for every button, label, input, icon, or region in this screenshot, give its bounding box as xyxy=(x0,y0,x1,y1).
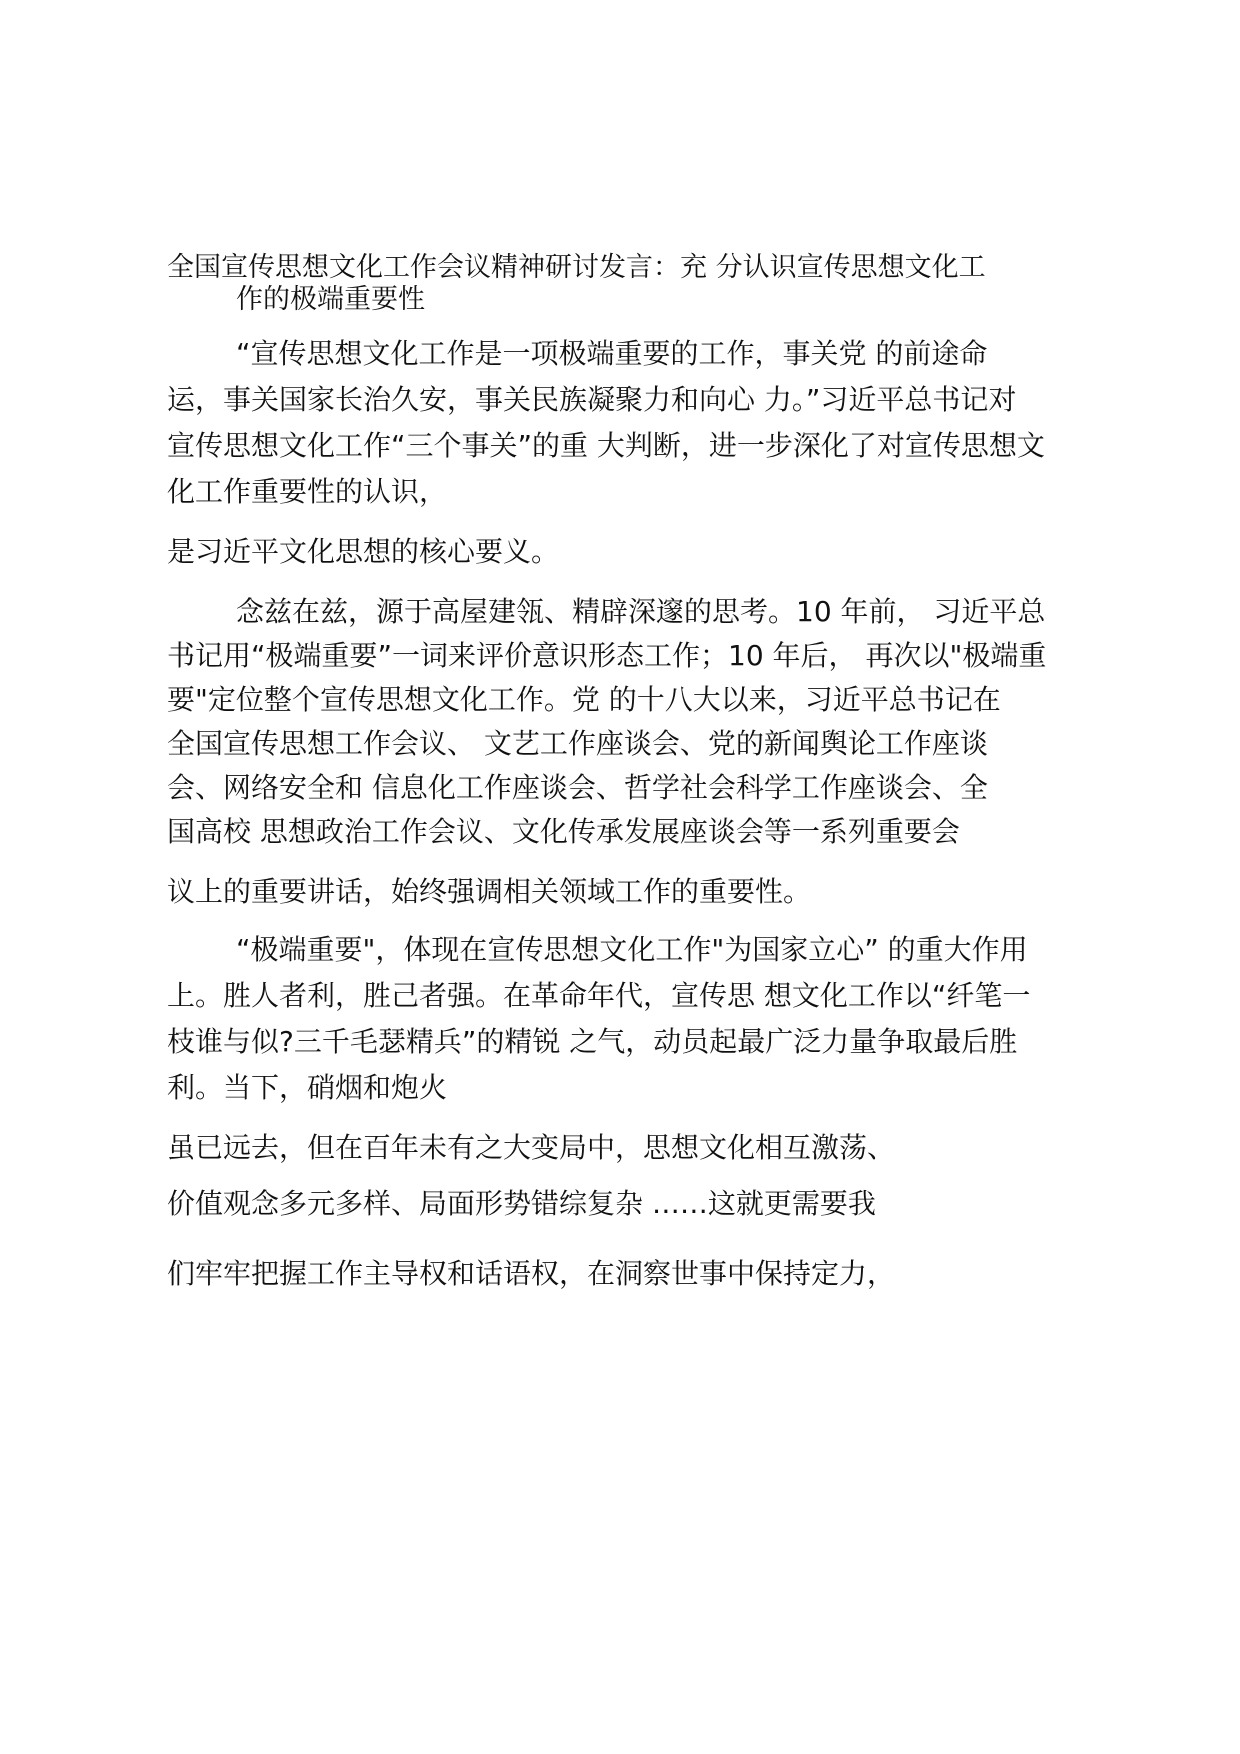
body-line: 全国宣传思想工作会议、 文艺工作座谈会、党的新闻舆论工作座谈 xyxy=(167,727,988,760)
body-line: 会、网络安全和 信息化工作座谈会、哲学社会科学工作座谈会、全 xyxy=(167,771,988,804)
body-line: 上。胜人者利，胜己者强。在革命年代，宣传思 想文化工作以“纤笔一 xyxy=(167,979,1031,1012)
body-line: 枝谁与似?三千毛瑟精兵”的精锐 之气，动员起最广泛力量争取最后胜 xyxy=(167,1025,1018,1058)
body-line: 价值观念多元多样、局面形势错综复杂 ……这就更需要我 xyxy=(167,1187,876,1220)
body-line: 是习近平文化思想的核心要义。 xyxy=(167,535,560,568)
body-line: 宣传思想文化工作“三个事关”的重 大判断，进一步深化了对宣传思想文 xyxy=(167,429,1045,462)
body-line: 议上的重要讲话，始终强调相关领域工作的重要性。 xyxy=(167,875,812,908)
body-line: 化工作重要性的认识， xyxy=(167,475,448,508)
body-line: 虽已远去，但在百年未有之大变局中，思想文化相互激荡、 xyxy=(167,1131,896,1164)
body-line: 们牢牢把握工作主导权和话语权，在洞察世事中保持定力， xyxy=(167,1257,896,1290)
body-line: 书记用“极端重要”一词来评价意识形态工作；10 年后， 再次以"极端重 xyxy=(167,639,1047,672)
body-line: 运，事关国家长治久安，事关民族凝聚力和向心 力。”习近平总书记对 xyxy=(167,383,1017,416)
document-title-line-1: 全国宣传思想文化工作会议精神研讨发言：充 分认识宣传思想文化工 xyxy=(167,252,986,283)
document-title-line-2: 作的极端重要性 xyxy=(236,284,425,315)
body-line: 念兹在兹，源于高屋建瓴、精辟深邃的思考。10 年前， 习近平总 xyxy=(236,595,1046,628)
body-line: 要"定位整个宣传思想文化工作。党 的十八大以来，习近平总书记在 xyxy=(167,683,1001,716)
body-line: 利。当下，硝烟和炮火 xyxy=(167,1071,448,1104)
body-line: 国高校 思想政治工作会议、文化传承发展座谈会等一系列重要会 xyxy=(167,815,960,848)
body-line: “宣传思想文化工作是一项极端重要的工作，事关党 的前途命 xyxy=(236,337,988,370)
body-line: “极端重要"，体现在宣传思想文化工作"为国家立心” 的重大作用 xyxy=(236,933,1028,966)
